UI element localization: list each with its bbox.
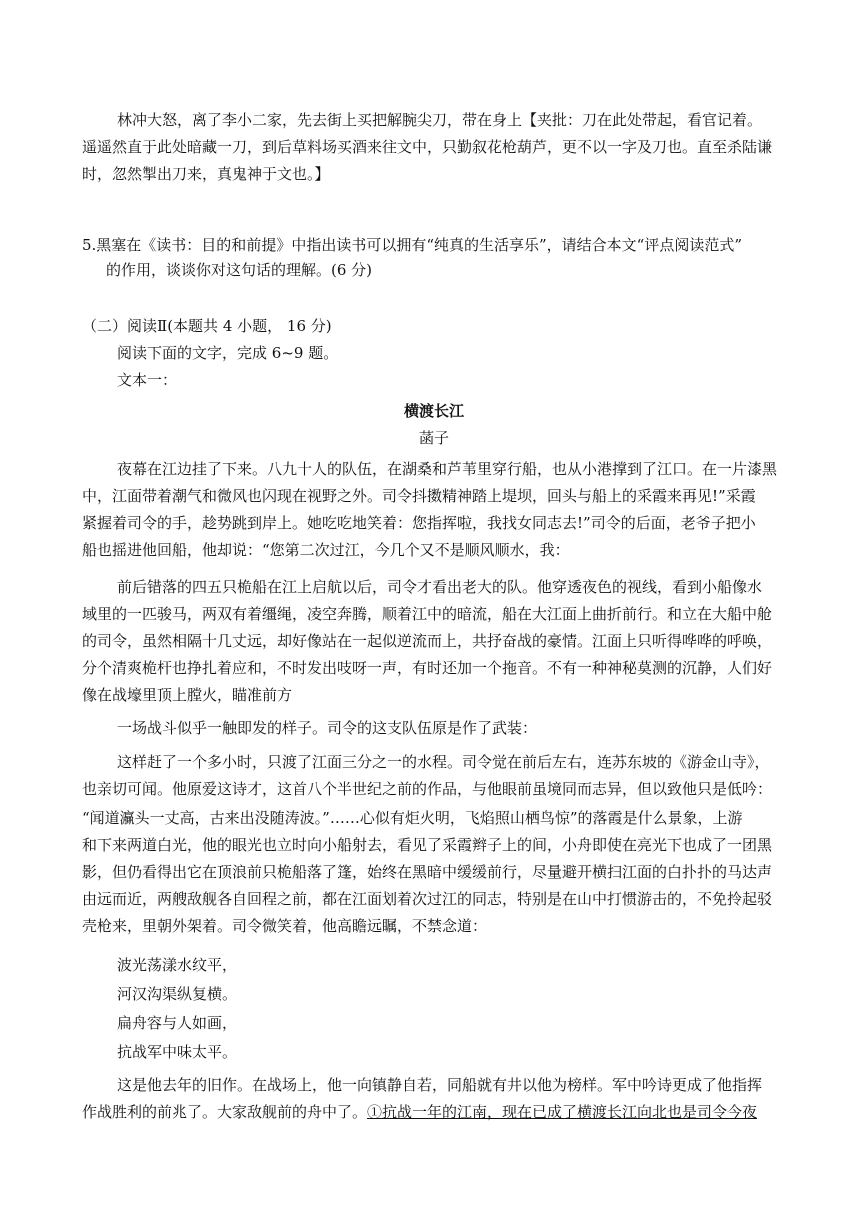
article-line-4: 船也摇进他回船，他却说：“您第二次过江，今几个又不是顺风顺水，我： (82, 541, 570, 559)
article-line-3: 紧握着司令的手，趁势跳到岸上。她吃吃地笑着：您指挥啦，我找女同志去!”司令的后面，老爷子把小 (82, 514, 756, 532)
poem-line-1: 波光荡漾水纹平， (117, 956, 238, 974)
article-line-9: 像在战壕里顶上膛火，瞄准前方 (82, 686, 293, 704)
article-line-13: “闻道灜头一丈高，古来出没随涛波。”……心似有炬火明，飞焰照山栖鸟惊”的落霞是什么景象，上游 (82, 809, 743, 827)
article-author: 菡子 (418, 429, 449, 447)
article-line-10: 一场战斗似乎一触即发的样子。司令的这支队伍原是作了武装： (117, 719, 538, 737)
poem-line-2: 河汉沟渠纵复横。 (117, 985, 238, 1003)
article-line-12: 也亲切可闻。他原爱这诗才，这首八个半世纪之前的作品，与他眼前虽境同而志异，但以致他只是低吟： (82, 780, 773, 798)
text-label: 文本一： (117, 371, 178, 389)
closing-line-1: 这是他去年的旧作。在战场上，他一向镇静自若，同船就有井以他为榜样。军中吟诗更成了他指挥 (117, 1076, 763, 1094)
closing-line-2-text: 作战胜利的前兆了。大家敌舰前的舟中了。 (82, 1103, 368, 1121)
article-line-17: 壳枪来，里朝外架着。司令微笑着，他高瞻远瞩，不禁念道： (82, 917, 488, 935)
underlined-sentence: ①抗战一年的江南，现在已成了横渡长江向北也是司令今夜 (367, 1103, 758, 1121)
article-line-16: 由远而近，两艘敌舰各自回程之前，都在江面划着次过江的同志，特别是在山中打惯游击的，不免拎起驳 (82, 890, 773, 908)
article-line-1: 夜幕在江边挂了下来。八九十人的队伍，在湖桑和芦苇里穿行船，也从小港撑到了江口。在一片漆黑 (117, 460, 778, 478)
section-instruction: 阅读下面的文字，完成 6~9 题。 (117, 344, 339, 362)
question-5-line-2: 的作用，谈谈你对这句话的理解。(6 分) (106, 261, 373, 279)
article-line-11: 这样赶了一个多小时，只渡了江面三分之一的水程。司令觉在前后左右，连苏东坡的《游金山寺》， (117, 753, 770, 771)
poem-line-3: 扁舟容与人如画， (117, 1014, 238, 1032)
closing-line-2 (82, 1100, 787, 1124)
article-line-8: 分个清爽桅杆也挣扎着应和，不时发出吱呀一声，有时还加一个拖音。不有一种神秘莫测的沉静，人们好 (82, 659, 773, 677)
comment-line-3: 时，忽然掣出刀来，真鬼神于文也。】 (82, 165, 330, 183)
section-heading: （二）阅读Ⅱ(本题共 4 小题， 16 分) (82, 317, 332, 335)
article-line-5: 前后错落的四五只桅船在江上启航以后，司令才看出老大的队。他穿透夜色的视线，看到小船像水 (117, 578, 763, 596)
comment-line-1: 林冲大怒，离了李小二家，先去街上买把解腕尖刀，带在身上【夹批：刀在此处带起，看官记着。 (117, 111, 763, 129)
article-line-7: 的司令，虽然相隔十几丈远，却好像站在一起似逆流而上，共抒奋战的豪情。江面上只听得哗哗的呼唤， (82, 632, 773, 650)
article-line-14: 和下来两道白光，他的眼光也立时向小船射去，看见了采霞辫子上的间，小舟即使在亮光下也成了一团黑 (82, 836, 773, 854)
article-line-2: 中，江面带着潮气和微风也闪现在视野之外。司令抖擞精神踏上堤坝，回头与船上的采霞来再见!”采霞 (82, 487, 756, 505)
comment-line-2: 遥遥然直于此处暗藏一刀，到后草料场买酒来往文中，只勤叙花枪葫芦，更不以一字及刀也。直至杀陆谦 (82, 138, 773, 156)
poem-line-4: 抗战军中味太平。 (117, 1043, 238, 1061)
article-line-6: 域里的一匹骏马，两双有着缰绳，凌空奔腾，顺着江中的暗流，船在大江面上曲折前行。和立在大船中舱 (82, 605, 773, 623)
article-title: 横渡长江 (403, 402, 464, 420)
article-line-15: 影，但仍看得出它在顶浪前只桅船落了篷，始终在黑暗中缓缓前行，尽量避开横扫江面的白扑扑的马达声 (82, 863, 773, 881)
question-5-line-1: 5.黑塞在《读书：目的和前提》中指出读书可以拥有“纯真的生活享乐”，请结合本文“评点阅读范式” (82, 236, 742, 254)
